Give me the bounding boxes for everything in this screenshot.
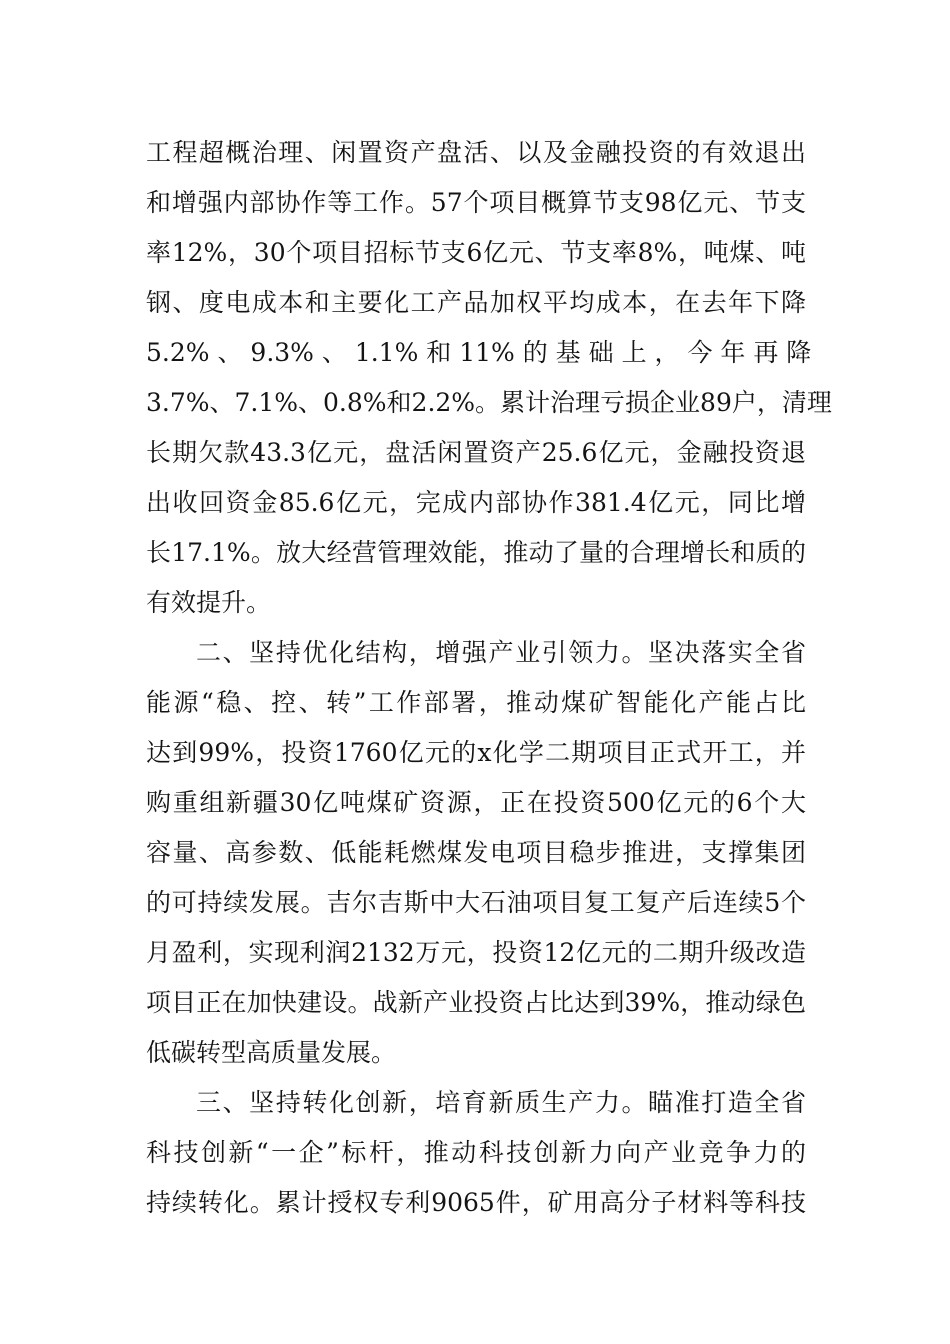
- text-line: 的可持续发展。吉尔吉斯中大石油项目复工复产后连续5个: [146, 888, 806, 917]
- text-line: 长17.1%。放大经营管理效能，推动了量的合理增长和质的: [146, 538, 806, 567]
- paragraph-heading-line: 二、坚持优化结构，增强产业引领力。坚决落实全省: [196, 638, 806, 667]
- text-line: 和增强内部协作等工作。57个项目概算节支98亿元、节支: [146, 188, 806, 217]
- text-line: 钢、度电成本和主要化工产品加权平均成本，在去年下降: [146, 288, 806, 317]
- text-line: 出收回资金85.6亿元，完成内部协作381.4亿元，同比增: [146, 488, 806, 517]
- text-line: 购重组新疆30亿吨煤矿资源，正在投资500亿元的6个大: [146, 788, 806, 817]
- text-line: 科技创新“一企”标杆，推动科技创新力向产业竞争力的: [146, 1138, 806, 1167]
- text-line: 长期欠款43.3亿元，盘活闲置资产25.6亿元，金融投资退: [146, 438, 806, 467]
- text-line: 工程超概治理、闲置资产盘活、以及金融投资的有效退出: [146, 138, 806, 167]
- text-line: 容量、高参数、低能耗燃煤发电项目稳步推进，支撑集团: [146, 838, 806, 867]
- paragraph-heading-line: 三、坚持转化创新，培育新质生产力。瞄准打造全省: [196, 1088, 806, 1117]
- text-line: 低碳转型高质量发展。: [146, 1038, 397, 1067]
- text-line: 项目正在加快建设。战新产业投资占比达到39%，推动绿色: [146, 988, 806, 1017]
- text-line: 能源“稳、控、转”工作部署，推动煤矿智能化产能占比: [146, 688, 806, 717]
- text-line: 率12%，30个项目招标节支6亿元、节支率8%，吨煤、吨: [146, 238, 806, 267]
- text-line: 月盈利，实现利润2132万元，投资12亿元的二期升级改造: [146, 938, 806, 967]
- text-line: 达到99%，投资1760亿元的x化学二期项目正式开工，并: [146, 738, 806, 767]
- text-line: 3.7%、7.1%、0.8%和2.2%。累计治理亏损企业89户，清理: [146, 388, 832, 417]
- text-line: 有效提升。: [146, 588, 272, 617]
- text-line: 持续转化。累计授权专利9065件，矿用高分子材料等科技: [146, 1188, 806, 1217]
- text-line: 5.2% 、 9.3% 、 1.1% 和 11% 的 基 础 上 ， 今 年 再 降: [146, 338, 812, 367]
